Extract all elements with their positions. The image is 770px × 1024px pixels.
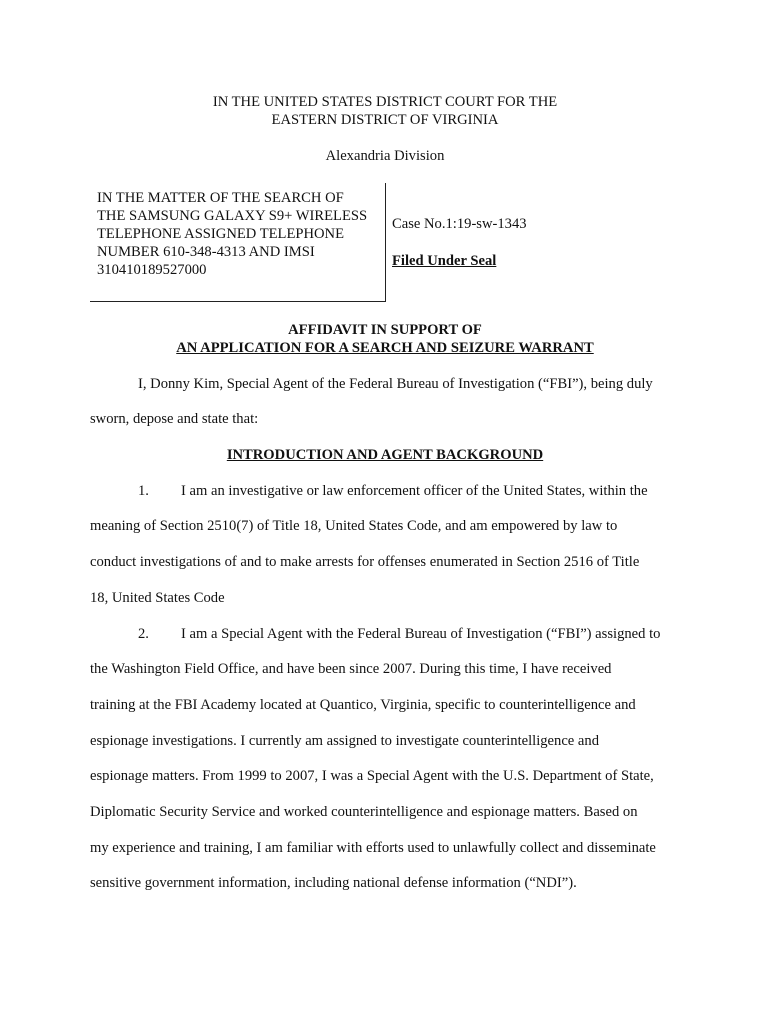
matter-line-4: NUMBER 610-348-4313 AND IMSI (97, 244, 315, 260)
division: Alexandria Division (325, 148, 445, 164)
matter-line-3: TELEPHONE ASSIGNED TELEPHONE (97, 226, 345, 242)
para-2-line-3: training at the FBI Academy located at Quantico, Virginia, specific to counterintelligence and (90, 697, 636, 713)
caption-divider-vertical (385, 183, 386, 302)
court-name-line-1: IN THE UNITED STATES DISTRICT COURT FOR THE (212, 94, 558, 110)
para-2-line-6: Diplomatic Security Service and worked counterintelligence and espionage matters. Based on (90, 804, 638, 820)
section-heading: INTRODUCTION AND AGENT BACKGROUND (226, 447, 544, 463)
para-2-line-4: espionage investigations. I currently am assigned to investigate counterintelligence and (90, 733, 600, 749)
case-number: Case No.1:19-sw-1343 (392, 216, 527, 232)
intro-line-2: sworn, depose and state that: (90, 411, 259, 427)
matter-line-5: 310410189527000 (97, 262, 207, 278)
title-line-1: AFFIDAVIT IN SUPPORT OF (288, 322, 482, 338)
para-1-line-3: conduct investigations of and to make arrests for offenses enumerated in Section 2516 of Title (90, 554, 640, 570)
para-1-line-4: 18, United States Code (90, 590, 225, 606)
matter-line-1: IN THE MATTER OF THE SEARCH OF (97, 190, 344, 206)
para-2-line-5: espionage matters. From 1999 to 2007, I was a Special Agent with the U.S. Department of State, (90, 768, 654, 784)
title-line-2: AN APPLICATION FOR A SEARCH AND SEIZURE WARRANT (176, 340, 594, 356)
para-2-line-1: I am a Special Agent with the Federal Bureau of Investigation (“FBI”) assigned to (181, 626, 661, 642)
filed-under-seal: Filed Under Seal (392, 253, 497, 269)
court-name-line-2: EASTERN DISTRICT OF VIRGINIA (271, 112, 499, 128)
para-1-line-1: I am an investigative or law enforcement officer of the United States, within the (181, 483, 648, 499)
para-2-line-7: my experience and training, I am familiar with efforts used to unlawfully collect and disseminate (90, 840, 656, 856)
para-1-number: 1. (138, 483, 149, 499)
para-1-line-2: meaning of Section 2510(7) of Title 18, United States Code, and am empowered by law to (90, 518, 618, 534)
para-2-number: 2. (138, 626, 149, 642)
matter-line-2: THE SAMSUNG GALAXY S9+ WIRELESS (97, 208, 368, 224)
para-2-line-2: the Washington Field Office, and have been since 2007. During this time, I have received (90, 661, 612, 677)
para-2-line-8: sensitive government information, including national defense information (“NDI”). (90, 875, 577, 891)
caption-divider-horizontal (90, 301, 386, 302)
intro-line-1: I, Donny Kim, Special Agent of the Federal Bureau of Investigation (“FBI”), being duly (138, 376, 653, 392)
